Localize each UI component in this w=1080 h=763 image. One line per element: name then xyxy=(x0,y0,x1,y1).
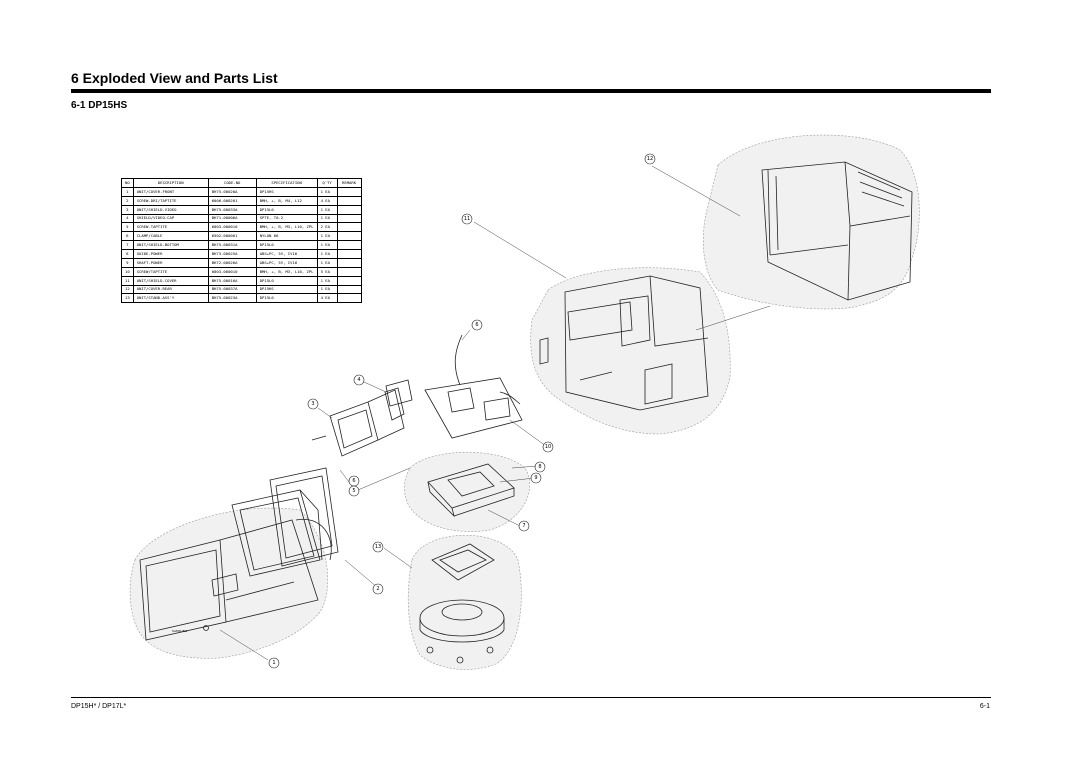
cell-no: 5 xyxy=(122,223,134,232)
callout-2: 2 xyxy=(376,586,380,592)
cell-description: CLAMP/CABLE xyxy=(133,232,208,241)
cell-description: GUIDE-POWER xyxy=(133,250,208,259)
cell-description: UNIT/SHIELD-VIDEO xyxy=(133,205,208,214)
cell-specification: DP15L0 xyxy=(256,294,317,303)
footer-model: DP15H* / DP17L* xyxy=(71,703,127,710)
cell-description: SHAFT-POWER xyxy=(133,258,208,267)
shield-bottom-shading xyxy=(404,452,529,531)
cell-qty: 1 EA xyxy=(317,187,337,196)
header-no: NO xyxy=(122,179,134,188)
cell-description: UNIT/SHIELD-BOTTOM xyxy=(133,241,208,250)
cell-description: SCREW-TAPTITE xyxy=(133,223,208,232)
cell-code-no: BH71-00006A xyxy=(208,214,256,223)
cell-qty: 1 EA xyxy=(317,258,337,267)
cell-description: UNIT/COVER-REAR xyxy=(133,285,208,294)
cell-specification: BMH, +, B, M4, L12 xyxy=(256,196,317,205)
cell-code-no: 6003-000010 xyxy=(208,267,256,276)
video-shield-drawing xyxy=(312,388,404,456)
cell-code-no: BH73-00025A xyxy=(208,250,256,259)
cell-description: UNIT/COVER-FRONT xyxy=(133,187,208,196)
footer-divider xyxy=(71,697,991,698)
cell-qty: 5 EA xyxy=(317,267,337,276)
cell-no: 1 xyxy=(122,187,134,196)
header-remark: REMARK xyxy=(337,179,361,188)
cell-specification: NYLON 66 xyxy=(256,232,317,241)
cell-qty: 1 EA xyxy=(317,241,337,250)
cell-no: 8 xyxy=(122,250,134,259)
cell-specification: ABS+PC, 5V, IV16 xyxy=(256,258,317,267)
cell-code-no: BH75-00037A xyxy=(208,285,256,294)
callout-12: 12 xyxy=(646,156,654,162)
cell-code-no: BH75-00020A xyxy=(208,187,256,196)
cell-qty: 4 EA xyxy=(317,196,337,205)
cell-qty: 1 EA xyxy=(317,285,337,294)
pcb-drawing xyxy=(425,335,522,438)
cell-specification: DP15HS xyxy=(256,187,317,196)
callout-5: 5 xyxy=(352,488,356,494)
cell-code-no: BH75-00033A xyxy=(208,205,256,214)
cell-qty: 1 EA xyxy=(317,276,337,285)
cell-no: 6 xyxy=(122,232,134,241)
callout-11: 11 xyxy=(463,216,471,222)
callout-1: 1 xyxy=(272,660,276,666)
cell-qty: 2 EA xyxy=(317,223,337,232)
cell-specification: BMH, +, B, M3, L10, ZPL xyxy=(256,223,317,232)
cell-code-no: 6502-000001 xyxy=(208,232,256,241)
header-specification: SPECIFICATION xyxy=(256,179,317,188)
page-number: 6-1 xyxy=(979,703,990,710)
cell-description: SCREW-DRI/TAPTITE xyxy=(133,196,208,205)
cell-code-no: BH72-00026A xyxy=(208,258,256,267)
cell-specification: SPTE, T0.2 xyxy=(256,214,317,223)
cell-description: SHIELD/VIDEO-CAP xyxy=(133,214,208,223)
cell-no: 13 xyxy=(122,294,134,303)
callout-3: 3 xyxy=(311,401,315,407)
callout-9: 9 xyxy=(534,475,538,481)
cell-no: 2 xyxy=(122,196,134,205)
section-subtitle: 6-1 DP15HS xyxy=(71,100,128,111)
header-code-no: CODE-NO xyxy=(208,179,256,188)
page-title: 6 Exploded View and Parts List xyxy=(71,70,278,86)
cell-code-no: 6006-000201 xyxy=(208,196,256,205)
cell-code-no: BH75-00016A xyxy=(208,276,256,285)
cell-qty: 4 EA xyxy=(317,294,337,303)
header-description: DESCRIPTION xyxy=(133,179,208,188)
callout-6: 6 xyxy=(475,322,479,328)
cell-no: 4 xyxy=(122,214,134,223)
brand-label: SAMSUNG xyxy=(172,629,188,633)
callout-8: 8 xyxy=(538,464,542,470)
callout-10: 10 xyxy=(544,444,552,450)
cell-specification: DP15L0 xyxy=(256,241,317,250)
cell-no: 10 xyxy=(122,267,134,276)
cell-no: 7 xyxy=(122,241,134,250)
cell-code-no: BH75-00031A xyxy=(208,241,256,250)
cell-specification: DP15L0 xyxy=(256,205,317,214)
cell-description: UNIT/SHIELD-COVER xyxy=(133,276,208,285)
cell-specification: ABS+PC, 5V, IV16 xyxy=(256,250,317,259)
cell-description: UNIT/STAND-ASS'Y xyxy=(133,294,208,303)
cell-code-no: 6003-000010 xyxy=(208,223,256,232)
cell-specification: BMH, +, B, M3, L10, ZPL xyxy=(256,267,317,276)
cell-code-no: BH75-00023A xyxy=(208,294,256,303)
cell-qty: 1 EA xyxy=(317,214,337,223)
header-qty: Q'TY xyxy=(317,179,337,188)
callout-13: 13 xyxy=(374,544,382,550)
callout-7: 7 xyxy=(522,523,526,529)
cell-no: 3 xyxy=(122,205,134,214)
cell-qty: 1 EA xyxy=(317,232,337,241)
cell-no: 9 xyxy=(122,258,134,267)
cell-specification: DP15HS xyxy=(256,285,317,294)
stand-shading xyxy=(408,535,521,669)
callout-6b: 6 xyxy=(352,478,356,484)
cell-description: SCREW/TAPTITE xyxy=(133,267,208,276)
callout-4: 4 xyxy=(357,377,361,383)
cell-qty: 1 EA xyxy=(317,205,337,214)
cell-specification: DP15L0 xyxy=(256,276,317,285)
cell-qty: 1 EA xyxy=(317,250,337,259)
cell-no: 12 xyxy=(122,285,134,294)
cell-no: 11 xyxy=(122,276,134,285)
